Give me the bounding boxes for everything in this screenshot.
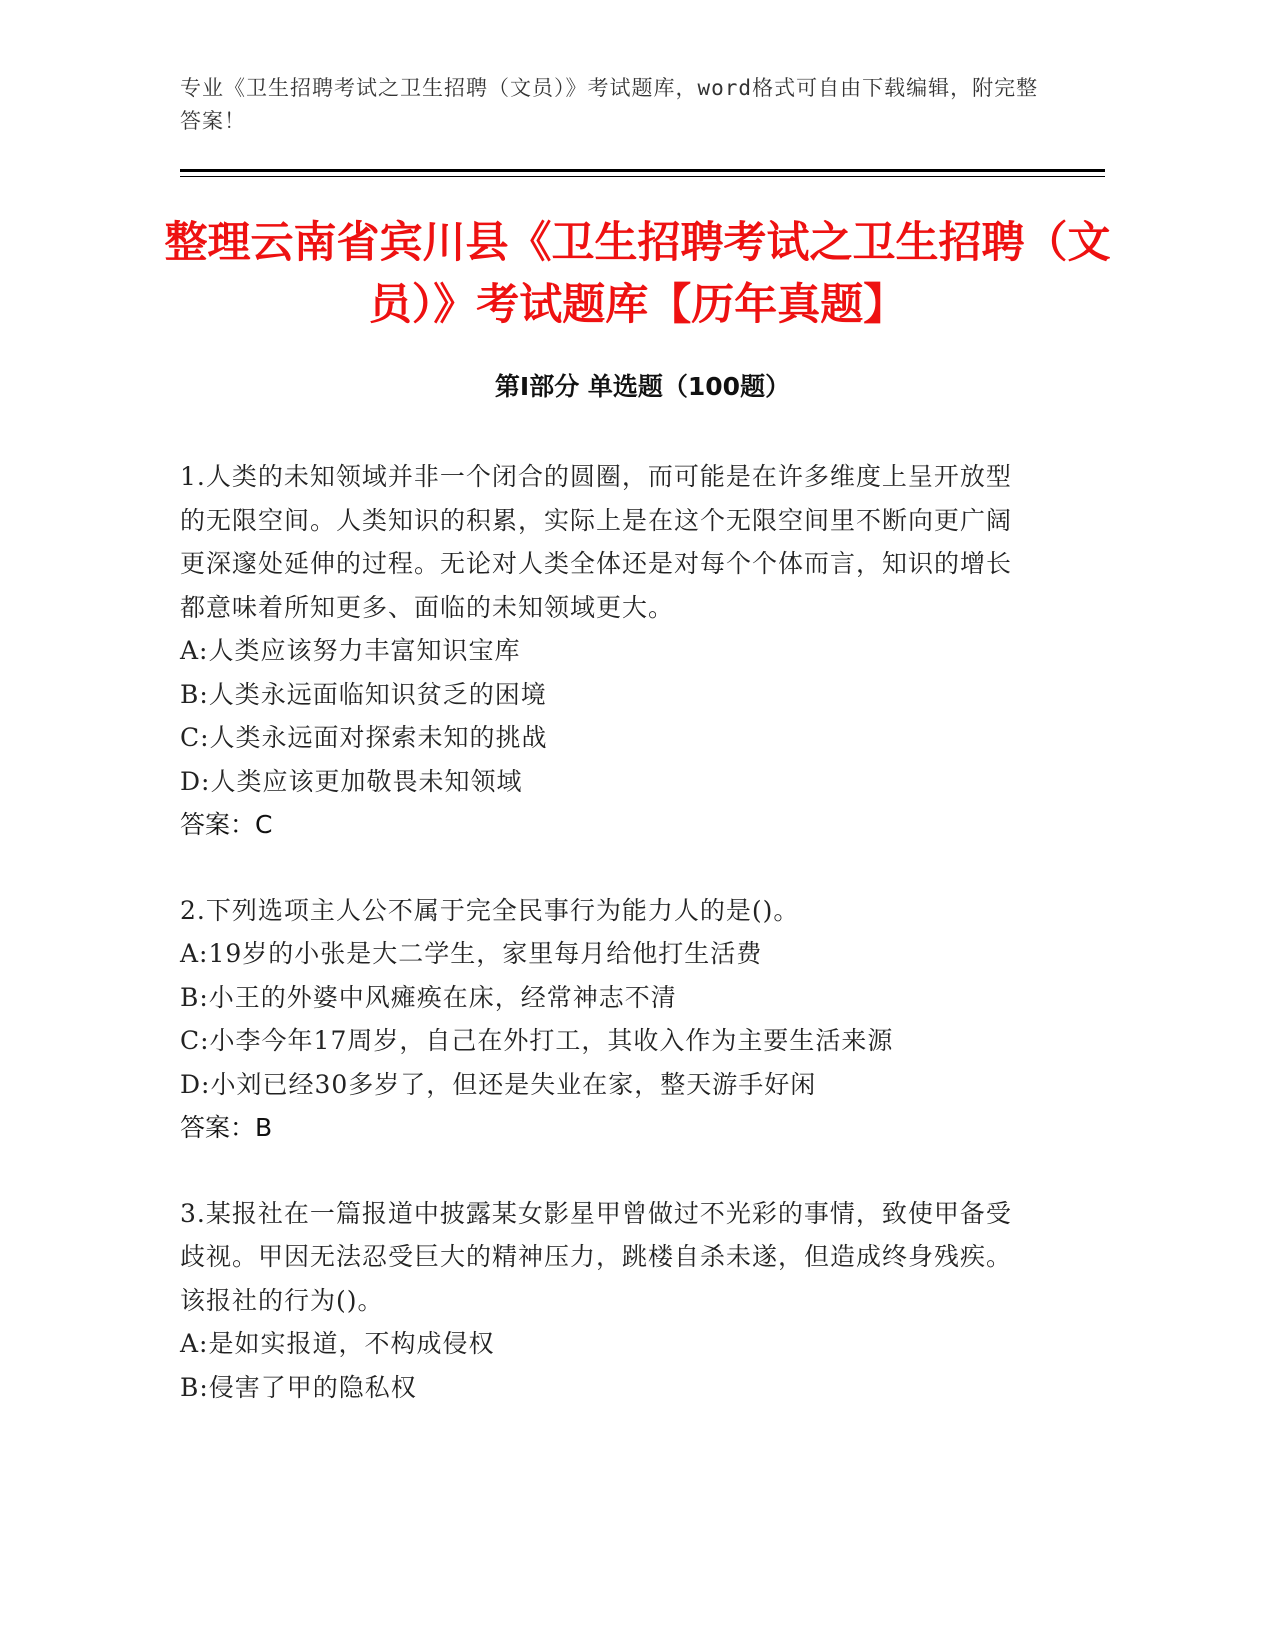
question-stem: 3.某报社在一篇报道中披露某女影星甲曾做过不光彩的事情，致使甲备受歧视。甲因无法忍受巨大的精神压力，跳楼自杀未遂，但造成终身残疾。该报社的行为()。 [180, 1198, 1013, 1315]
header-rule-thick [180, 169, 1105, 172]
option-a: A:19岁的小张是大二学生，家里每月给他打生活费 [180, 939, 763, 968]
question-stem: 2.下列选项主人公不属于完全民事行为能力人的是()。 [180, 895, 800, 925]
option-a: A:人类应该努力丰富知识宝库 [180, 636, 521, 665]
question-list [180, 455, 1015, 1451]
question-1 [180, 455, 1015, 847]
option-b: B:侵害了甲的隐私权 [180, 1372, 417, 1402]
option-a: A:是如实报道，不构成侵权 [180, 1329, 495, 1358]
option-c: C:小李今年17周岁，自己在外打工，其收入作为主要生活来源 [180, 1026, 894, 1055]
page-header: 专业《卫生招聘考试之卫生招聘（文员）》考试题库，word格式可自由下载编辑，附完整答案！ [180, 76, 1039, 133]
answer-line: 答案：C [180, 810, 273, 839]
document-title: 整理云南省宾川县《卫生招聘考试之卫生招聘（文员）》考试题库【历年真题】 [164, 218, 1111, 330]
option-b: B:小王的外婆中风瘫痪在床，经常神志不清 [180, 982, 677, 1012]
question-stem: 1.人类的未知领域并非一个闭合的圆圈，而可能是在许多维度上呈开放型的无限空间。人类知识的积累，实际上是在这个无限空间里不断向更广阔更深邃处延伸的过程。无论对人类全体还是对每个个体而言，知识的增长都意味着所知更多、面临的未知领域更大。 [180, 462, 1013, 622]
question-3 [180, 1192, 1015, 1410]
header-rule-thin [180, 176, 1105, 177]
option-d: D:人类应该更加敬畏未知领域 [180, 766, 523, 796]
option-b: B:人类永远面临知识贫乏的困境 [180, 679, 547, 709]
section-title: 第Ⅰ部分 单选题（100题） [494, 372, 791, 401]
option-d: D:小刘已经30多岁了，但还是失业在家，整天游手好闲 [180, 1069, 817, 1099]
option-c: C:人类永远面对探索未知的挑战 [180, 723, 548, 752]
answer-line: 答案：B [180, 1113, 273, 1142]
question-2 [180, 889, 1015, 1150]
